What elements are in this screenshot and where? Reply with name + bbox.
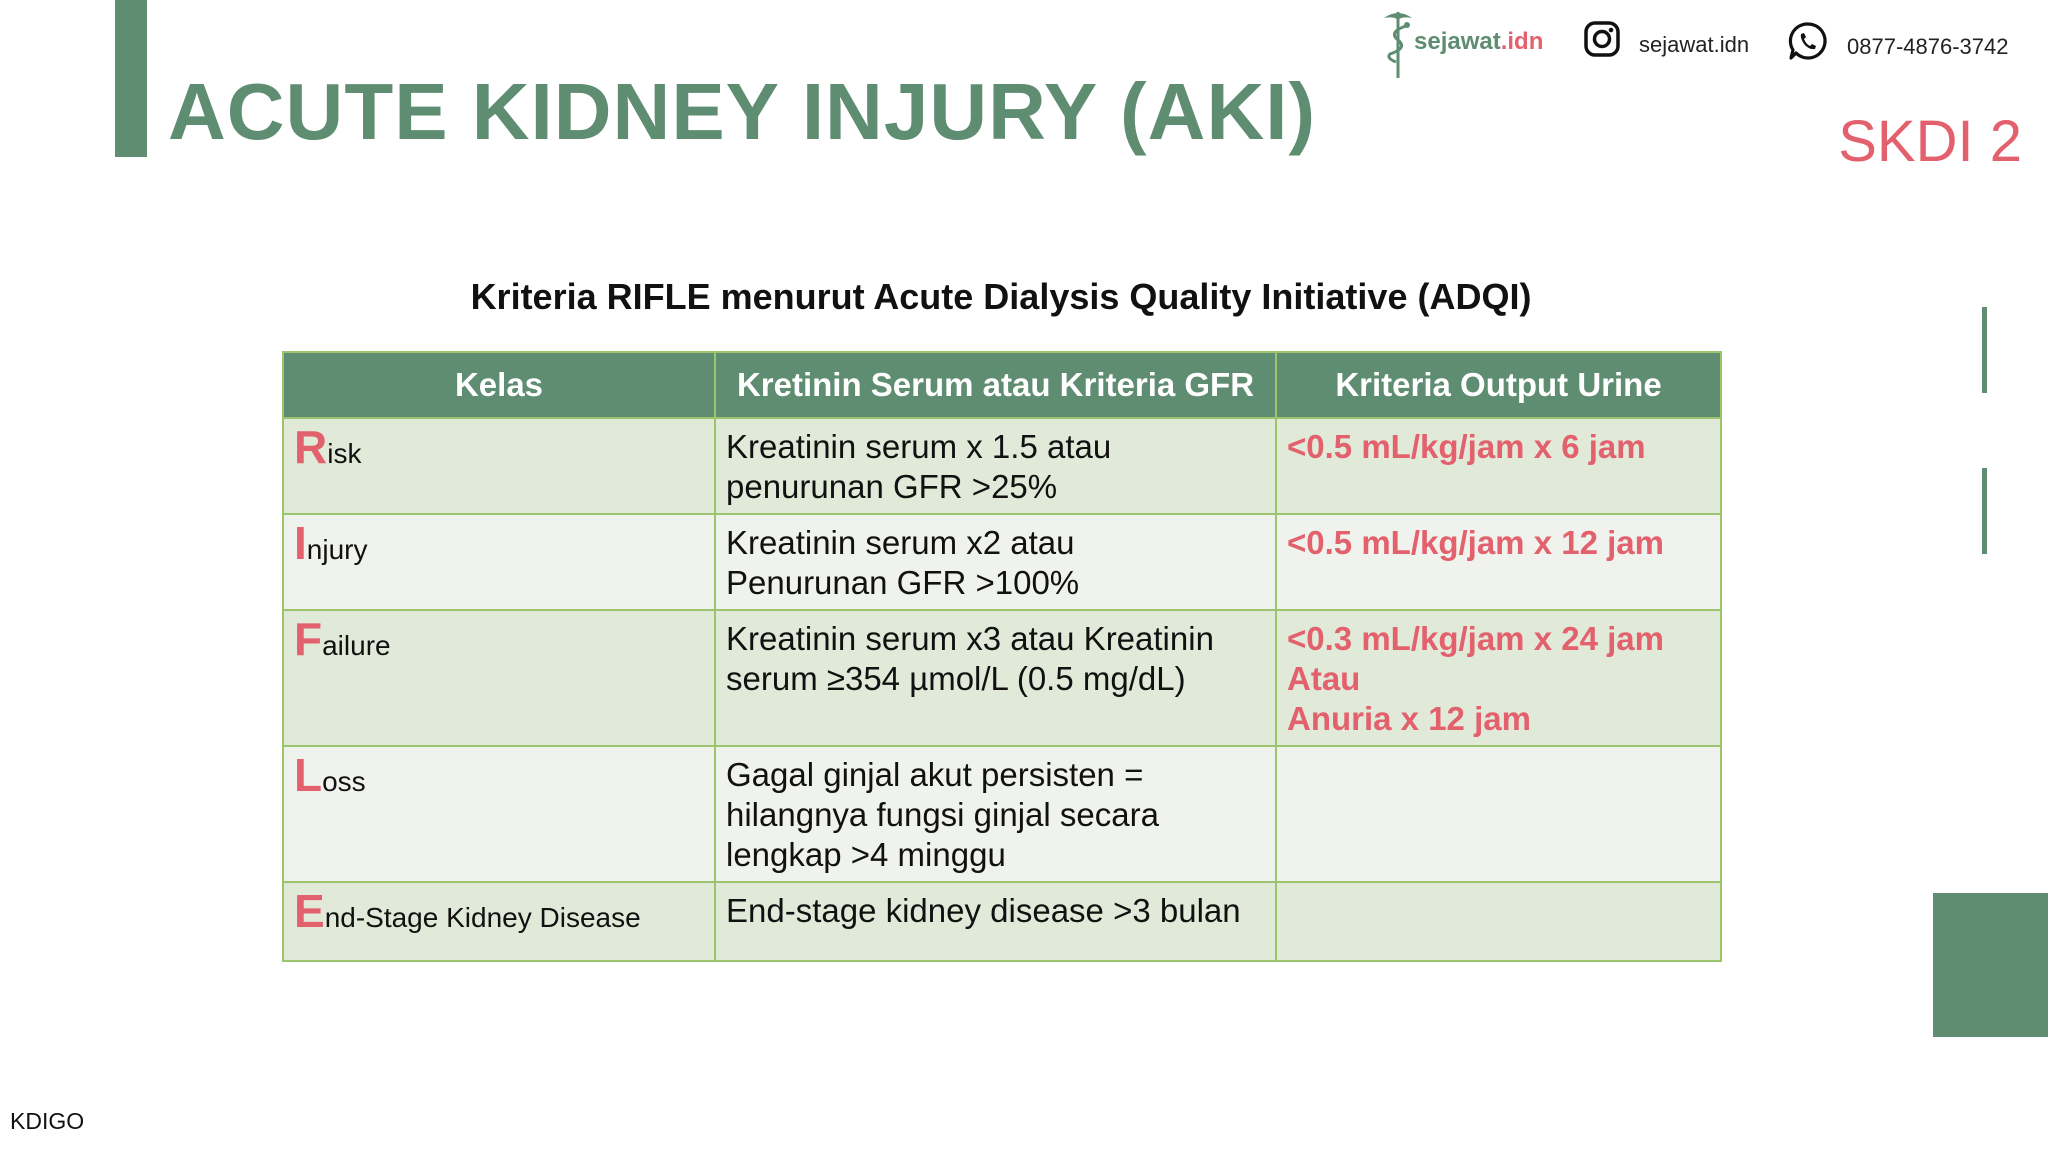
rifle-criteria-table [282, 351, 1722, 962]
kelas-initial: F [294, 613, 323, 665]
phone-number: 0877-4876-3742 [1847, 34, 2009, 59]
urine-cell [1276, 610, 1721, 746]
instagram-contact[interactable] [1583, 20, 1749, 58]
kelas-rest: njury [306, 534, 368, 565]
kelas-rest: nd-Stage Kidney Disease [324, 902, 641, 933]
brand-logo [1378, 6, 1543, 82]
kelas-initial: L [294, 749, 323, 801]
urine-cell [1276, 882, 1721, 961]
kelas-initial: I [294, 517, 307, 569]
gfr-line: serum ≥354 µmol/L (0.5 mg/dL) [726, 660, 1186, 697]
kelas-rest: isk [327, 438, 362, 469]
table-row-risk [283, 418, 1721, 514]
kelas-cell [283, 882, 715, 961]
column-header-gfr: Kretinin Serum atau Kriteria GFR [715, 352, 1276, 418]
brand-wordmark [1414, 28, 1543, 56]
skdi-level: SKDI 2 [1838, 109, 2022, 174]
gfr-line: Kreatinin serum x3 atau Kreatinin [726, 620, 1214, 657]
gfr-line: Kreatinin serum x 1.5 atau [726, 428, 1112, 465]
urine-line: <0.3 mL/kg/jam x 24 jam [1287, 620, 1664, 657]
urine-line: Anuria x 12 jam [1287, 700, 1531, 737]
urine-line: <0.5 mL/kg/jam x 6 jam [1287, 428, 1646, 465]
gfr-line: hilangnya fungsi ginjal secara [726, 796, 1159, 833]
side-accent-line-2 [1982, 468, 1987, 554]
kelas-initial: R [294, 421, 328, 473]
column-header-urine: Kriteria Output Urine [1276, 352, 1721, 418]
gfr-line: lengkap >4 minggu [726, 836, 1006, 873]
brand-wordmark-main: sejawat [1414, 28, 1501, 55]
kelas-rest: oss [322, 766, 366, 797]
kelas-rest: ailure [322, 630, 391, 661]
urine-cell [1276, 514, 1721, 610]
gfr-line: End-stage kidney disease >3 bulan [726, 892, 1241, 929]
whatsapp-icon [1787, 20, 1829, 62]
table-row-esrd [283, 882, 1721, 961]
kelas-initial: E [294, 885, 325, 937]
corner-accent-block [1933, 893, 2048, 1037]
instagram-icon [1583, 20, 1621, 58]
kelas-cell [283, 418, 715, 514]
page-title: ACUTE KIDNEY INJURY (AKI) [168, 67, 1317, 156]
brand-wordmark-suffix: .idn [1500, 28, 1544, 55]
table-header-row [283, 352, 1721, 418]
table-row-failure [283, 610, 1721, 746]
gfr-line: Penurunan GFR >100% [726, 564, 1080, 601]
gfr-line: penurunan GFR >25% [726, 468, 1058, 505]
urine-line: Atau [1287, 660, 1361, 697]
gfr-line: Gagal ginjal akut persisten = [726, 756, 1144, 793]
gfr-cell [715, 610, 1276, 746]
gfr-cell [715, 418, 1276, 514]
urine-line: <0.5 mL/kg/jam x 12 jam [1287, 524, 1664, 561]
gfr-cell [715, 746, 1276, 882]
caduceus-icon [1378, 6, 1418, 82]
table-row-injury [283, 514, 1721, 610]
kelas-cell [283, 514, 715, 610]
title-accent-bar [115, 0, 147, 157]
instagram-handle: sejawat.idn [1639, 32, 1750, 57]
kelas-cell [283, 746, 715, 882]
table-row-loss [283, 746, 1721, 882]
table-caption: Kriteria RIFLE menurut Acute Dialysis Quality Initiative (ADQI) [470, 276, 1532, 317]
source-note: KDIGO [10, 1108, 85, 1134]
column-header-kelas: Kelas [283, 352, 715, 418]
gfr-cell [715, 882, 1276, 961]
kelas-cell [283, 610, 715, 746]
side-accent-line-1 [1982, 307, 1987, 393]
urine-cell [1276, 418, 1721, 514]
gfr-cell [715, 514, 1276, 610]
whatsapp-contact[interactable] [1787, 20, 2008, 62]
gfr-line: Kreatinin serum x2 atau [726, 524, 1075, 561]
urine-cell [1276, 746, 1721, 882]
